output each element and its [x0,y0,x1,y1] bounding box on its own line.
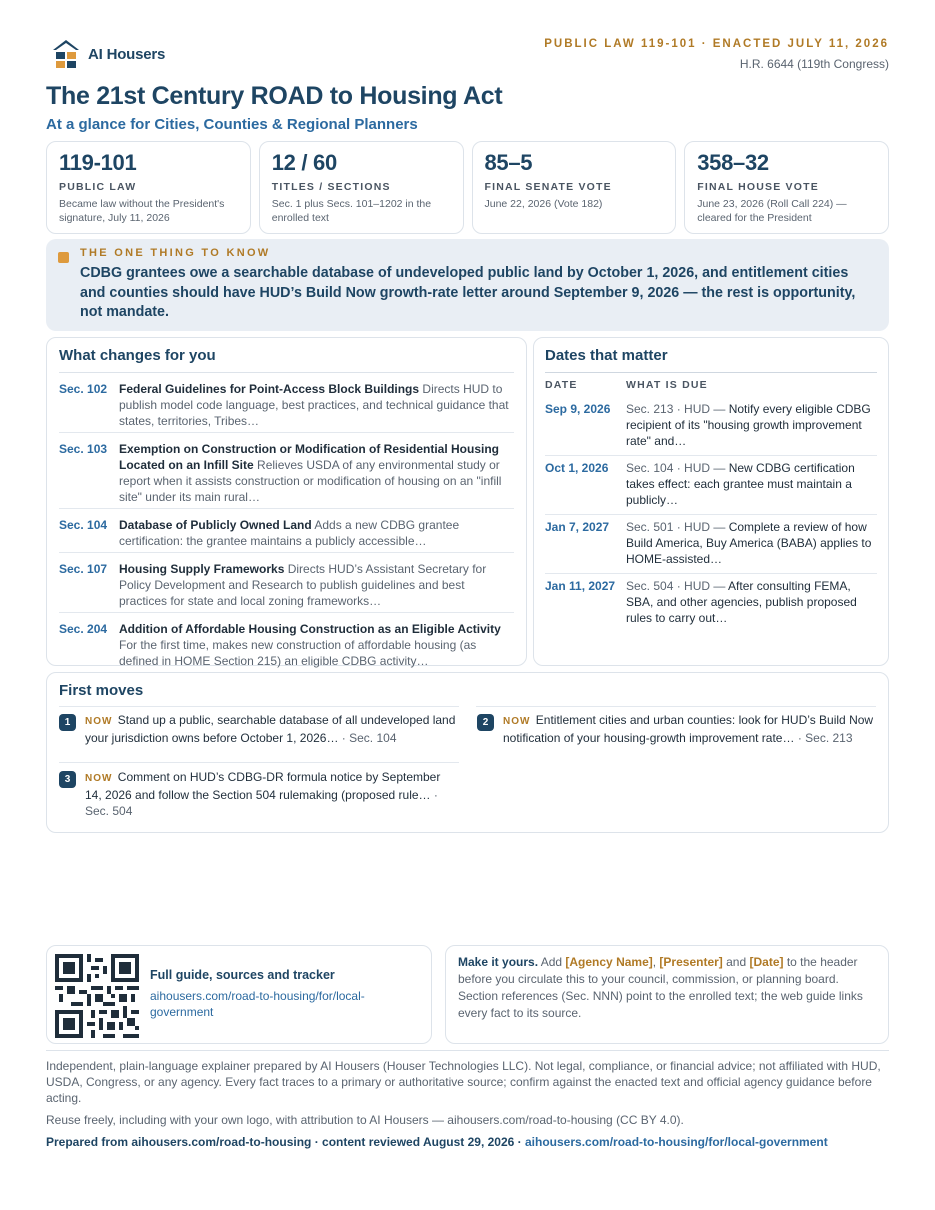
move-body [85,712,459,746]
house-icon [52,38,80,70]
date-value: Sep 9, 2026 [545,402,611,416]
stat-note: June 22, 2026 (Vote 182) [484,198,603,210]
page-subtitle: At a glance for Cities, Counties & Regional Planners [46,116,418,133]
move-tag: NOW [85,716,113,727]
dates-title: Dates that matter [545,347,668,364]
change-heading: Federal Guidelines for Point-Access Block Buildings [119,382,420,396]
guide-link-info [150,954,423,1035]
stat-label: FINAL SENATE VOTE [484,181,612,193]
footer-prepared-text: Prepared from aihousers.com/road-to-housing · content reviewed August 29, 2026 · [46,1135,525,1149]
divider [59,706,459,707]
stat-label: PUBLIC LAW [59,181,137,193]
move-tag: NOW [503,716,531,727]
move-number: 2 [477,714,494,731]
stat-note: Sec. 1 plus Secs. 101–1202 in the enrolled text [271,198,432,224]
date-value: Jan 11, 2027 [545,579,616,593]
date-value: Oct 1, 2026 [545,461,609,475]
guide-link-url[interactable]: aihousers.com/road-to-housing/for/local-government [150,989,365,1019]
dates-col-due: WHAT IS DUE [626,379,708,391]
brand-logo[interactable] [52,38,165,70]
move-section: · Sec. 504 [85,788,438,818]
placeholder-presenter: [Presenter] [659,955,723,969]
change-heading: Housing Supply Frameworks [119,562,285,576]
first-moves-title: First moves [59,682,144,699]
move-section: · Sec. 213 [794,731,853,745]
date-due [626,519,877,567]
date-due-text: New CDBG certification takes effect: each grantee must maintain a publicly… [626,461,855,507]
make-it-yours-lead: Make it yours. [458,955,539,969]
change-text: Directs HUD to publish model code language, best practices, and technical guidance that states, territories, Tribes… [119,382,509,428]
change-section: Sec. 102 [59,382,108,396]
change-body [119,621,514,669]
stat-value: 85–5 [484,150,533,175]
date-row [545,515,877,574]
change-text: Relieves USDA of any environmental study or report when it assists construction or modification of housing on an "infill site" under its main rural… [119,458,502,504]
divider [476,706,876,707]
text-fragment: , [652,955,660,969]
footer [46,1058,889,1156]
stat-value: 12 / 60 [271,150,337,175]
change-heading: Database of Publicly Owned Land [119,518,312,532]
change-section: Sec. 107 [59,562,108,576]
move-number: 1 [59,714,76,731]
stat-note: June 23, 2026 (Roll Call 224) — cleared for the President [697,198,847,224]
move-item [59,712,459,746]
date-due [626,401,877,449]
footer-disclaimer: Independent, plain-language explainer prepared by AI Housers (Houser Technologies LLC). Not legal, compliance, or financial advice; not affiliated with HUD, USDA, Congress, or any agency. Every fact traces to a primary or authoritative source; confirm against the enacted text and official agency guidance before acting. [46,1059,881,1105]
date-ref: Sec. 104 · HUD — [626,461,729,475]
text-fragment: to the header before you circulate this to your council, commission, or planning board. Section references (Sec. NNN) point to the enrolled text; the web guide links every fact to its source. [458,955,863,1020]
move-tag: NOW [85,773,113,784]
change-heading: Addition of Affordable Housing Construction as an Eligible Activity [119,622,501,636]
date-row [545,456,877,515]
dates-table-header [545,372,877,397]
change-body [119,441,514,505]
text-fragment: Add [538,955,566,969]
divider [59,762,459,763]
date-due-text: After consulting FEMA, SBA, and other agencies, publish proposed rules to carry out… [626,579,857,625]
date-due [626,460,877,508]
bill-line: H.R. 6644 (119th Congress) [739,57,889,71]
header [46,36,889,136]
date-due-text: Notify every eligible CDBG recipient of its "housing growth improvement rate" and… [626,402,871,448]
footer-prepared [46,1134,889,1150]
date-due [626,578,877,626]
stat-card-public-law [46,141,251,234]
placeholder-date: [Date] [749,955,784,969]
change-text: Directs HUD’s Assistant Secretary for Policy Development and Research to publish guidelines and best practices for state and local zoning frameworks… [119,562,487,608]
move-item [477,712,877,746]
change-item [59,613,514,672]
stat-card-titles-sections [259,141,464,234]
move-body [85,769,459,819]
stat-note: Became law without the President's signature, July 11, 2026 [59,198,225,224]
change-section: Sec. 103 [59,442,108,456]
change-item [59,509,514,553]
date-value: Jan 7, 2027 [545,520,610,534]
stat-card-senate-vote [472,141,677,234]
change-item [59,433,514,509]
guide-link-title: Full guide, sources and tracker [150,968,335,982]
qr-code-icon[interactable] [55,954,139,1038]
change-item [59,373,514,433]
change-text: Adds a new CDBG grantee certification: the grantee maintains a publicly accessible… [119,518,460,548]
date-due-text: Complete a review of how Build America, Buy America (BABA) applies to HOME-assisted… [626,520,872,566]
divider [46,1050,889,1051]
move-text: Comment on HUD’s CDBG-DR formula notice by September 14, 2026 and follow the Section 504 rulemaking (proposed rule… [85,770,441,802]
date-row [545,397,877,456]
key-message-callout [46,239,889,331]
dates-col-date: DATE [545,379,578,391]
stat-label: FINAL HOUSE VOTE [697,181,819,193]
footer-reuse: Reuse freely, including with your own logo, with attribution to AI Housers — aihousers.com/road-to-housing (CC BY 4.0). [46,1113,684,1127]
placeholder-agency-name: [Agency Name] [565,955,653,969]
callout-marker-icon [58,252,69,263]
move-number: 3 [59,771,76,788]
stats-row [46,141,889,234]
change-item [59,553,514,613]
stat-label: TITLES / SECTIONS [271,181,391,193]
stat-card-house-vote [684,141,889,234]
change-section: Sec. 104 [59,518,108,532]
first-moves-panel [46,672,889,833]
stat-value: 358–32 [697,150,769,175]
changes-panel [46,337,527,666]
make-it-yours-card [445,945,889,1044]
change-text: For the first time, makes new construction of affordable housing (as defined in HOME Section 215) an eligible CDBG activity… [119,638,477,668]
date-ref: Sec. 504 · HUD — [626,579,729,593]
move-text: Entitlement cities and urban counties: look for HUD’s Build Now notification of your housing-growth improvement rate… [503,713,874,745]
law-line: PUBLIC LAW 119-101 · ENACTED JULY 11, 2026 [544,38,889,50]
dates-panel [533,337,889,666]
change-body [119,381,514,429]
date-row [545,574,877,632]
move-text: Stand up a public, searchable database of all undeveloped land your jurisdiction owns before October 1, 2026… [85,713,456,745]
move-body [503,712,877,746]
key-message-label: THE ONE THING TO KNOW [80,247,271,259]
guide-link-card [46,945,432,1044]
move-section: · Sec. 104 [338,731,397,745]
key-message-text: CDBG grantees owe a searchable database of undeveloped public land by October 1, 2026, and entitlement cities and counties should have HUD’s Build Now growth-rate letter around September 9, 2026 — the rest is opportunity, not mandate. [80,265,856,320]
date-ref: Sec. 213 · HUD — [626,402,729,416]
text-fragment: and [722,955,750,969]
change-body [119,517,514,549]
change-section: Sec. 204 [59,622,108,636]
changes-title: What changes for you [59,347,216,364]
page-title: The 21st Century ROAD to Housing Act [46,82,503,110]
brand-name: AI Housers [88,45,166,63]
changes-list [59,372,514,672]
stat-value: 119-101 [59,150,137,175]
date-ref: Sec. 501 · HUD — [626,520,729,534]
change-body [119,561,514,609]
move-item [59,769,459,819]
change-heading: Exemption on Construction or Modification of Residential Housing Located on an Infill Site [119,442,499,472]
footer-prepared-link[interactable]: aihousers.com/road-to-housing/for/local-government [525,1135,828,1149]
